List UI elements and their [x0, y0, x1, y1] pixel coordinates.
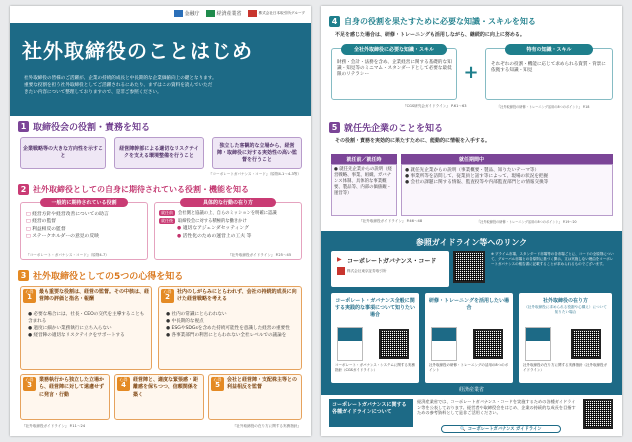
outside-director-guideline-card[interactable] — [519, 293, 612, 383]
principle-5-badge: 心得 5 — [211, 377, 224, 391]
principle-1-bullets — [28, 311, 148, 339]
before-body: ● 就任先企業からの説明（経営戦略、事業、組織、ガバナンス体制、具体的な事業概要、製品等、内部の価値観・運営等） — [334, 167, 392, 196]
list-item: ● 社内の常識にとらわれない — [166, 312, 227, 317]
plus-icon: + — [463, 62, 479, 83]
list-item: ● 中長期的な視点 — [166, 319, 204, 325]
list-item: ● 過度に細かい業務執行に立ち入らない — [28, 326, 112, 332]
list-item: ● 活性化のための運営上の工夫 等 — [177, 233, 252, 239]
section1-heading — [18, 119, 150, 133]
section5-source-left: 『社外取締役ガイドライン』 P.46〜48 — [359, 219, 423, 223]
principle-5-text: 会社と経営陣・支配株主等との利益相反を監督 — [227, 377, 298, 391]
search-icon: 🔍 — [460, 426, 466, 432]
list-item: ● 必要な場合には、社長・CEOの交代を主導することも含まれる — [28, 312, 145, 325]
concrete-action-tab: 具体的な行動の在り方 — [180, 198, 276, 207]
fsa-logo-mark — [174, 10, 183, 17]
list-item: □ 経営の監督 — [26, 219, 57, 225]
section2-title: 社外取締役としての自身に期待されている役割・機能を知る — [33, 184, 249, 194]
meti-label: 経済産業省 — [458, 387, 484, 393]
role-box-3: 独立した客観的な立場から、経営陣・取締役に対する実効性の高い監督を行うこと — [212, 137, 302, 169]
concrete-action-source: 『社外取締役ガイドライン』 P.25〜45 — [228, 253, 292, 257]
jpx-logo: 株式会社日本取引所グループ — [248, 10, 305, 17]
lead-text: 社外取締役の皆様のご活躍が、企業の持続的成長と中長期的な企業価値向上の鍵となります。 重要な役割を担う社外取締役としてご活躍されるにあたり、まずはこの資料を読んでいただ きたい内容について整理しておりますので、是非ご参照ください。 — [24, 76, 217, 96]
outside-director-guideline-subtitle: （社外取締役に求められる役割や心構え）について知りたい場合 — [524, 305, 607, 314]
training-guideline-cover — [431, 327, 457, 361]
outside-director-guideline-qr[interactable] — [571, 329, 601, 359]
jpx-logo-mark — [248, 10, 257, 17]
section4-intro: 不足を感じた場合は、研修・トレーニングも活用しながら、継続的に向上に努める。 — [335, 32, 525, 38]
list-item: □ 利益相反の監督 — [26, 226, 66, 232]
principle-3-badge: 心得 3 — [23, 377, 36, 391]
meti-logo-mark — [206, 10, 215, 17]
principle-1-text: 最も重要な役割は、経営の監督。その中核は、経営陣の評価と指名・報酬 — [39, 289, 150, 303]
during-tab: 就任期間中 — [401, 154, 613, 164]
list-item: ● 各事業部門の利害にとらわれない全社レベルでの議論を — [166, 333, 287, 339]
during-list — [405, 168, 609, 187]
list-item: 就任前 会社側と協議の上、自らのミッションを明確に認識 — [161, 210, 277, 216]
specific-skill-head: 特有の知識・スキル — [505, 44, 593, 55]
section3-title: 社外取締役としての5つの心得を知る — [33, 271, 184, 282]
general-role-source: 『コーポレート・ガバナンス・コード』（原則4-7） — [26, 253, 109, 257]
section5-source-right: 『社外取締役の研修・トレーニング活用の8つのポイント』 P.19〜20 — [477, 220, 577, 224]
list-item: ● 会社の課題に関する情報、監査役等や内部監査部門との情報交換等 — [405, 180, 549, 186]
role-box-2: 経営陣幹部による適切なリスクテイクを支える環境整備を行うこと — [114, 137, 204, 169]
list-item: □ 経営方針や経営改善についての助言 — [26, 212, 109, 217]
page-title: 社外取締役のことはじめ — [22, 39, 253, 63]
training-guideline-doc: 社外取締役の研修・トレーニングの活用の8つのポイント — [429, 363, 509, 372]
section3-source-left: 『社外取締役ガイドライン』 P.11〜24 — [22, 424, 86, 428]
specific-skill-body: それぞれの役割・機能に応じて求められる資質・背景に依拠する知識・知見 — [491, 62, 606, 74]
list-item: ● 適切なアジェンダセッティング — [177, 226, 249, 232]
training-guideline-title: 研修・トレーニングを活用したい場合 — [429, 298, 509, 311]
cg-code-note: ※ プライム市場、スタンダード市場等の各市場ごとに、コードの全原則について、グローバル市場との各原則に基づく開示、又は実施しない理由をコーポレートガバナンスの報告書に記載することが求められるものでございます。 — [491, 252, 614, 266]
bottom-qr[interactable] — [583, 399, 613, 429]
cg-code-icon: ▶ — [337, 256, 342, 263]
section5-heading — [329, 120, 443, 134]
cgs-guideline-qr[interactable] — [379, 329, 409, 359]
section2-heading — [18, 182, 249, 196]
principle-3-text: 業務執行から独立した立場から、経営陣に対して遠慮せずに発言・行動 — [39, 377, 105, 398]
list-item: ● ESGやSDGsを含めた持続可能性を意識した経営の重要性 — [166, 326, 290, 332]
role-box-1: 企業戦略等の大きな方向性を示すこと — [20, 137, 106, 169]
section3-number: 3 — [18, 270, 29, 281]
fsa-logo: 金融庁 — [174, 10, 200, 17]
training-guideline-card[interactable] — [425, 293, 513, 383]
principle-2-badge: 心得 2 — [161, 289, 174, 303]
training-guideline-qr[interactable] — [473, 329, 503, 359]
general-role-list — [26, 211, 109, 241]
list-item: ● 経営陣の適切なリスクテイクをサポートする — [28, 333, 125, 339]
page-one — [10, 6, 311, 436]
guideline-links-title: 参照ガイドライン等へのリンク — [415, 238, 528, 247]
search-guideline-button[interactable]: 🔍 コーポレートガバナンス ガイドライン — [441, 425, 561, 433]
cgs-guideline-card[interactable] — [331, 293, 419, 383]
list-item: □ ステークホルダーの意見の反映 — [26, 234, 99, 240]
cg-code-org: 株式会社東京証券取引所 — [347, 269, 387, 273]
outside-director-guideline-cover — [525, 327, 551, 361]
list-item: ● 就任先企業からの説明（事業概要・製品、知りたいテーマ等） — [405, 168, 540, 173]
outside-director-guideline-title: 社外取締役の在り方 — [542, 298, 588, 304]
bottom-text: 経済産業省では、コーポレートガバナンス・コードを実施するための各種ガイドライン等を公表しております。経営者や取締役会をはじめ、企業の持続的な成長を目指すための参考資料として是非ご活用ください。 — [417, 399, 576, 416]
list-item: ● 事業所等を訪問して、従業員と話す等によって、現場の状況を把握 — [405, 174, 549, 180]
principle-4-text: 経営陣と、適度な緊張感・距離感を保ちつつ、信頼関係を築く — [133, 377, 199, 398]
principle-4-badge: 心得 4 — [117, 377, 130, 391]
outside-director-guideline-doc: 社外取締役の在り方に関する実務指針（社外取締役ガイドライン） — [523, 363, 607, 372]
cg-code-name: コーポレートガバナンス・コード — [347, 258, 437, 265]
section4-heading — [329, 14, 536, 28]
section5-title: 就任先企業のことを知る — [344, 123, 444, 134]
jpx-logo-mark — [337, 267, 345, 275]
page-two — [321, 6, 622, 436]
section3-heading — [18, 268, 183, 282]
cgs-guideline-cover — [337, 327, 363, 361]
list-item: 就任後 取締役会に対する積極的な働きかけ — [161, 217, 247, 224]
section1-source: 『コーポレートガバナンス・コード』（原則4-1〜4-3等） — [208, 172, 301, 176]
section3-source-right: 『社外取締役の在り方に関する実務指針』 — [232, 424, 301, 428]
section2-number: 2 — [18, 184, 29, 195]
section4-source-left: 『CGS研究会ガイドライン』 P.61〜63 — [403, 104, 467, 108]
common-skill-head: 全社外取締役に必要な知識・スキル — [341, 44, 447, 55]
principle-2-text: 社内のしがらみにとらわれず、会社の持続的成長に向けた経営戦略を考える — [177, 289, 297, 303]
before-tab: 就任前／就任時 — [331, 154, 397, 164]
section5-intro: その役割・責務を実効的に果たすために、能動的に情報を入手する。 — [335, 138, 491, 144]
section1-number: 1 — [18, 121, 29, 132]
bottom-title: コーポレートガバナンスに関する各種ガイドラインについて — [329, 399, 413, 427]
section1-title: 取締役会の役割・責務を知る — [33, 122, 151, 133]
hero-banner — [10, 23, 311, 116]
section5-number: 5 — [329, 122, 340, 133]
principle-2-bullets — [166, 311, 298, 339]
cg-code-qr[interactable] — [453, 251, 485, 283]
cgs-guideline-doc: コーポレート・ガバナンス・システムに関する実務指針（CGSガイドライン） — [335, 363, 415, 372]
section4-number: 4 — [329, 16, 340, 27]
general-role-tab: 一般的に期待されている役割 — [40, 198, 128, 207]
section4-source-right: 『社外取締役の研修・トレーニング活用の8つのポイント』 P.18 — [497, 105, 590, 109]
common-skill-body: 財務・会計・法務を含め、企業経営に関する基礎的な知識・知見等のミニマム・スタンダードとして必要な最低限のリテラシー — [337, 60, 452, 78]
guideline-links-section — [321, 231, 622, 436]
principle-1-badge: 心得 1 — [23, 289, 36, 303]
section4-title: 自身の役割を果たすために必要な知識・スキルを知る — [344, 16, 536, 26]
header-logos — [174, 10, 305, 17]
cg-code-card[interactable] — [331, 251, 449, 287]
meti-logo: 経済産業省 — [206, 10, 242, 17]
concrete-action-list — [159, 210, 277, 240]
cgs-guideline-title: コーポレート・ガバナンス全般に関する実践的な事項について知りたい場合 — [335, 298, 415, 318]
